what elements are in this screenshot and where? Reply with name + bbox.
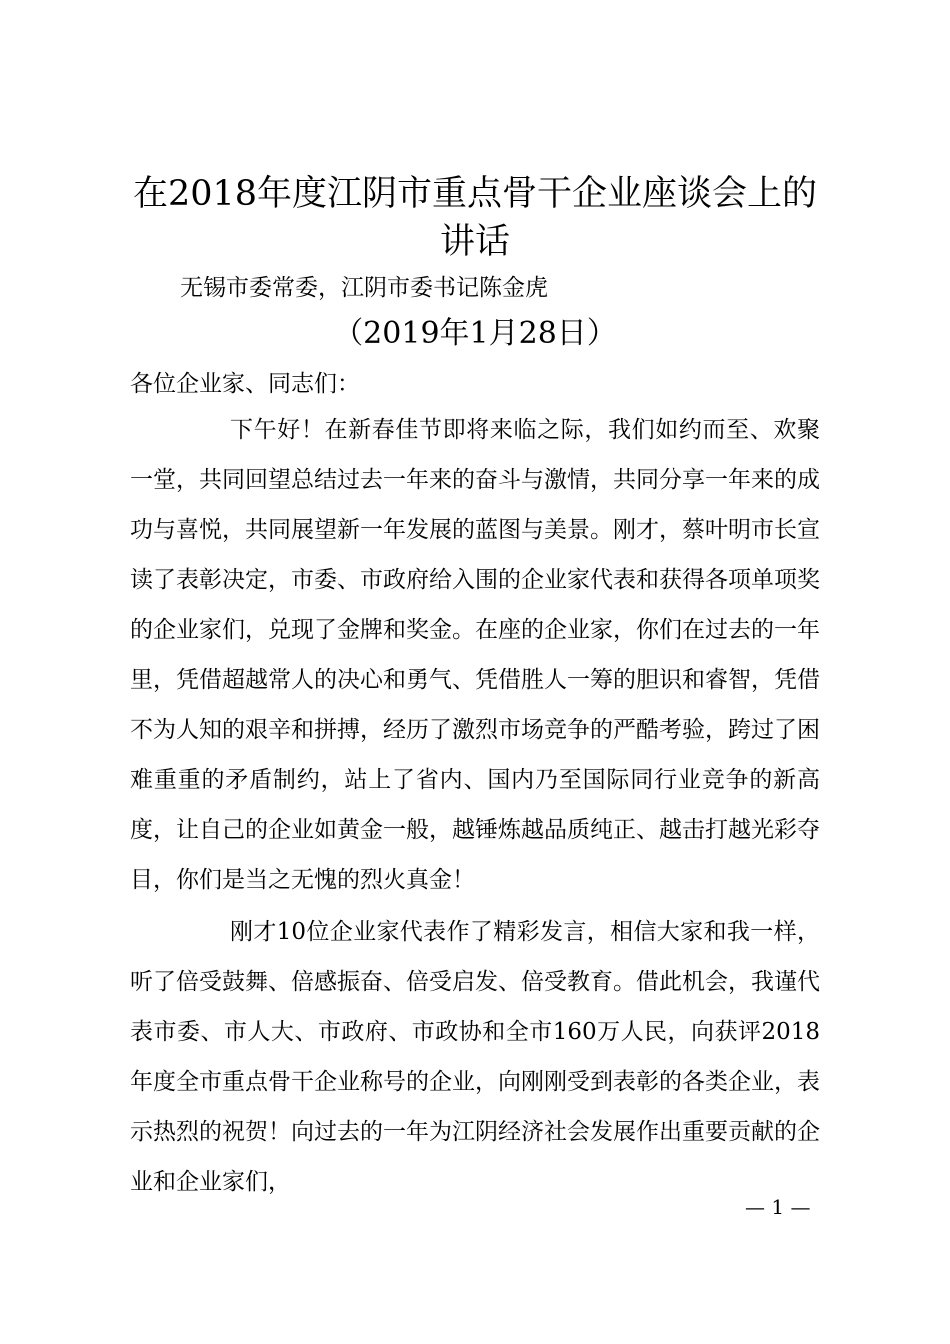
body-paragraph: 刚才10位企业家代表作了精彩发言，相信大家和我一样，听了倍受鼓舞、倍感振奋、倍受启发、倍受教育。借此机会，我谨代表市委、市人大、市政府、市政协和全市160万人民，向获评2018年度全市重点骨干企业称号的企业，向刚刚受到表彰的各类企业，表示热烈的祝贺！向过去的一年为江阴经济社会发展作出重要贡献的企业和企业家们， [130, 919, 820, 1195]
speech-date: （2019年1月28日） [333, 316, 617, 351]
salutation: 各位企业家、同志们： [130, 371, 360, 397]
author-line: 无锡市委常委，江阴市委书记陈金虎 [180, 275, 548, 301]
body-paragraph: 下午好！在新春佳节即将来临之际，我们如约而至、欢聚一堂，共同回望总结过去一年来的奋斗与激情，共同分享一年来的成功与喜悦，共同展望新一年发展的蓝图与美景。刚才，蔡叶明市长宣读了表彰决定，市委、市政府给入围的企业家代表和获得各项单项奖的企业家们，兑现了金牌和奖金。在座的企业家，你们在过去的一年里，凭借超越常人的决心和勇气、凭借胜人一筹的胆识和睿智，凭借不为人知的艰辛和拼搏，经历了激烈市场竞争的严酷考验，跨过了困难重重的矛盾制约，站上了省内、国内乃至国际同行业竞争的新高度，让自己的企业如黄金一般，越锤炼越品质纯正、越击打越光彩夺目，你们是当之无愧的烈火真金！ [130, 417, 820, 893]
document-title: 在2018年度江阴市重点骨干企业座谈会上的讲话 [132, 174, 818, 262]
page-number: — 1 — [745, 1195, 811, 1219]
